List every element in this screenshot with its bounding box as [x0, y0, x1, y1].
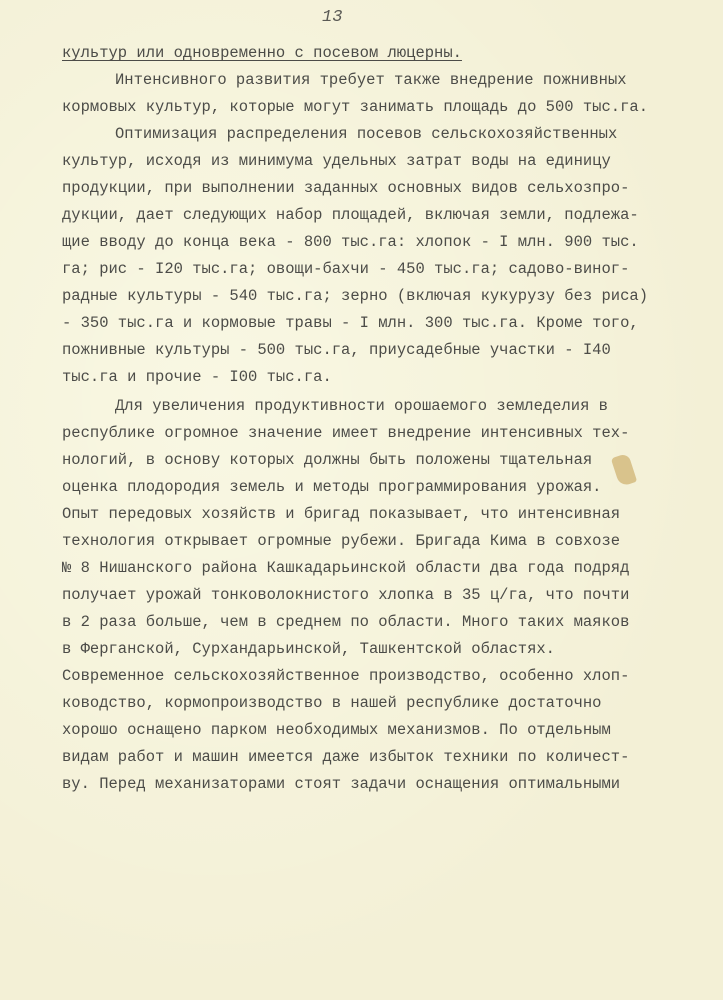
text-line — [62, 555, 702, 582]
text-line-content: культур, исходя из минимума удельных затрат воды на единицу — [62, 152, 611, 170]
text-line — [62, 636, 702, 663]
text-line-content: Интенсивного развития требует также внедрение пожнивных — [115, 71, 627, 89]
text-line-content: Оптимизация распределения посевов сельскохозяйственных — [115, 125, 618, 143]
text-line — [62, 40, 702, 67]
text-line-content: Опыт передовых хозяйств и бригад показывает, что интенсивная — [62, 505, 621, 523]
text-line — [62, 771, 702, 798]
text-line — [62, 121, 702, 148]
text-line-content: продукции, при выполнении заданных основных видов сельхозпро- — [62, 179, 630, 197]
text-line-content: технология открывает огромные рубежи. Бригада Кима в совхозе — [62, 532, 621, 550]
text-line — [62, 94, 702, 121]
text-line — [62, 501, 702, 528]
text-line-content: Современное сельскохозяйственное производство, особенно хлоп- — [62, 667, 630, 685]
text-line — [62, 474, 702, 501]
text-line — [62, 283, 702, 310]
text-line-content: культур или одновременно с посевом люцерны. — [62, 44, 462, 62]
text-line — [62, 310, 702, 337]
page-number: 13 — [322, 8, 343, 27]
text-line-content: в Ферганской, Сурхандарьинской, Ташкентской областях. — [62, 640, 555, 658]
text-line — [62, 393, 702, 420]
text-line-content: № 8 Нишанского района Кашкадарьинской области два года подряд — [62, 559, 630, 577]
text-line-content: дукции, дает следующих набор площадей, включая земли, подлежа- — [62, 206, 639, 224]
text-line — [62, 663, 702, 690]
text-line — [62, 447, 702, 474]
text-line-content: нологий, в основу которых должны быть положены тщательная — [62, 451, 593, 469]
text-line-content: радные культуры - 540 тыс.га; зерно (включая кукурузу без риса) — [62, 287, 648, 305]
text-line-content: хорошо оснащено парком необходимых механизмов. По отдельным — [62, 721, 611, 739]
text-line — [62, 744, 702, 771]
text-line-content: пожнивные культуры - 500 тыс.га, приусадебные участки - I40 — [62, 341, 611, 359]
text-line-content: республике огромное значение имеет внедрение интенсивных тех- — [62, 424, 630, 442]
text-line — [62, 67, 702, 94]
text-line-content: тыс.га и прочие - I00 тыс.га. — [62, 368, 332, 386]
text-line-content: щие вводу до конца века - 800 тыс.га: хлопок - I млн. 900 тыс. — [62, 233, 639, 251]
text-line — [62, 256, 702, 283]
text-line-content: га; рис - I20 тыс.га; овощи-бахчи - 450 тыс.га; садово-виног- — [62, 260, 630, 278]
text-line-content: получает урожай тонковолокнистого хлопка в 35 ц/га, что почти — [62, 586, 630, 604]
text-line — [62, 420, 702, 447]
text-line-content: - 350 тыс.га и кормовые травы - I млн. 300 тыс.га. Кроме того, — [62, 314, 639, 332]
text-line — [62, 229, 702, 256]
text-line — [62, 582, 702, 609]
text-line-content: видам работ и машин имеется даже избыток техники по количест- — [62, 748, 630, 766]
text-line-content: Для увеличения продуктивности орошаемого земледелия в — [115, 397, 608, 415]
text-line — [62, 364, 702, 391]
text-line — [62, 717, 702, 744]
text-line — [62, 175, 702, 202]
text-line-content: кормовых культур, которые могут занимать площадь до 500 тыс.га. — [62, 98, 648, 116]
text-line — [62, 609, 702, 636]
text-line — [62, 690, 702, 717]
text-line — [62, 337, 702, 364]
text-line — [62, 202, 702, 229]
document-body — [62, 40, 702, 798]
text-line-content: ву. Перед механизаторами стоят задачи оснащения оптимальными — [62, 775, 621, 793]
text-line-content: оценка плодородия земель и методы программирования урожая. — [62, 478, 602, 496]
text-line-content: в 2 раза больше, чем в среднем по области. Много таких маяков — [62, 613, 630, 631]
text-line — [62, 148, 702, 175]
text-line — [62, 528, 702, 555]
text-line-content: ководство, кормопроизводство в нашей республике достаточно — [62, 694, 602, 712]
